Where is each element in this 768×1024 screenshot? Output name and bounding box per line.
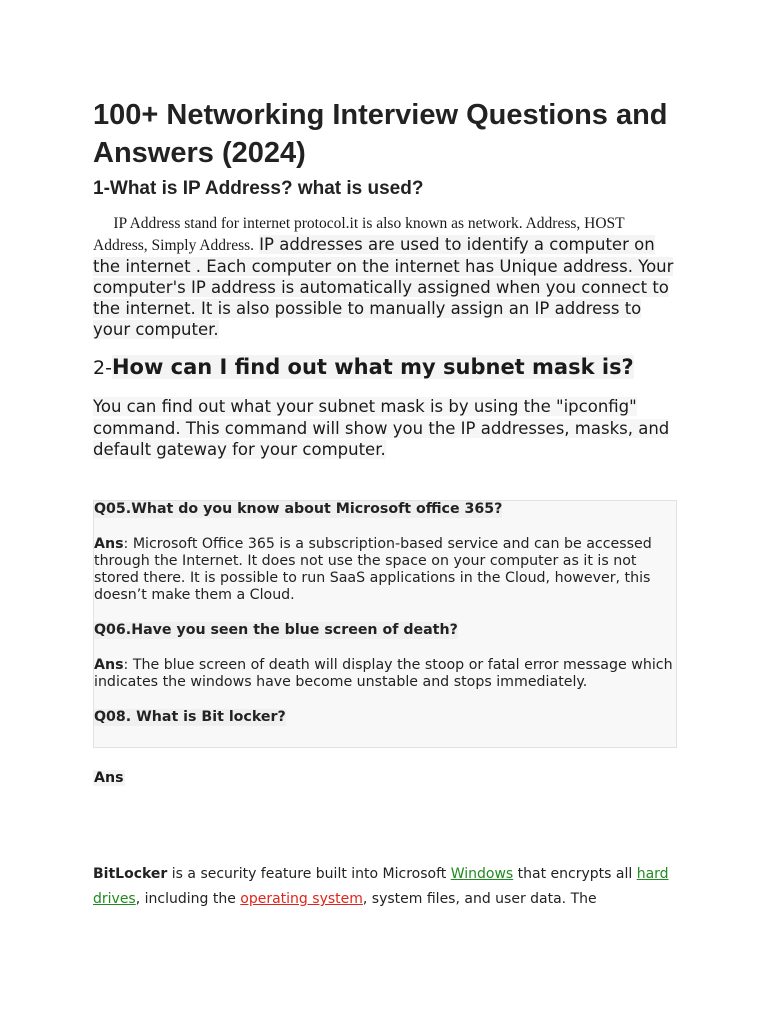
question-1-heading: 1-What is IP Address? what is used?	[93, 178, 424, 199]
qa-question-q08: Q08. What is Bit locker?	[94, 709, 286, 725]
qa-question-q05: Q05.What do you know about Microsoft office 365?	[94, 501, 503, 517]
ip-usage-text: IP addresses are used to identify a computer on the internet . Each computer on the internet has Unique address. Your computer's IP address is automatically assigned when you connect to the internet. It is also possible to manually assign an IP address to your computer.	[93, 235, 674, 339]
qa-answer-text: : The blue screen of death will display the stoop or fatal error message which indicates the windows have become unstable and stops immediately.	[94, 657, 673, 690]
ans-label-standalone: Ans	[94, 770, 124, 786]
question-2-number: 2-	[93, 357, 112, 379]
windows-link[interactable]: Windows	[450, 866, 514, 882]
qa-answer-q06	[94, 657, 676, 691]
question-2-answer-block	[93, 396, 677, 461]
operating-system-link[interactable]: operating system	[240, 891, 363, 907]
qa-answer-q05	[94, 536, 676, 604]
page-title: 100+ Networking Interview Questions and Answers (2024)	[93, 99, 668, 169]
question-2-heading	[93, 352, 677, 382]
qa-section	[93, 500, 677, 748]
bitlocker-text: is a security feature built into Microsoft	[167, 866, 451, 882]
ip-definition-text: IP Address stand for internet protocol.it is also known as network. Address, HOST Address, Simply Address.	[93, 215, 625, 254]
document-page	[93, 96, 677, 907]
hard-drives-link[interactable]: hard drives	[93, 866, 669, 907]
ans-label: Ans	[94, 657, 124, 673]
question-2-answer: You can find out what your subnet mask is by using the "ipconfig" command. This command will show you the IP addresses, masks, and default gateway for your computer.	[93, 397, 670, 459]
question-2-text: How can I find out what my subnet mask is?	[111, 355, 634, 379]
bitlocker-text: , including the	[135, 891, 241, 907]
question-1-answer	[93, 212, 677, 340]
qa-answer-text: : Microsoft Office 365 is a subscription-based service and can be accessed through the Internet. It does not use the space on your computer as it is not stored there. It is possible to run SaaS applications in the Cloud, however, this doesn’t make them a Cloud.	[94, 536, 652, 603]
bitlocker-paragraph	[93, 862, 677, 912]
bitlocker-term: BitLocker	[93, 866, 168, 882]
bitlocker-text: that encrypts all	[513, 866, 637, 882]
bitlocker-text: , system files, and user data. The	[362, 891, 597, 907]
ans-label: Ans	[94, 536, 124, 552]
qa-question-q06: Q06.Have you seen the blue screen of death?	[94, 622, 458, 638]
